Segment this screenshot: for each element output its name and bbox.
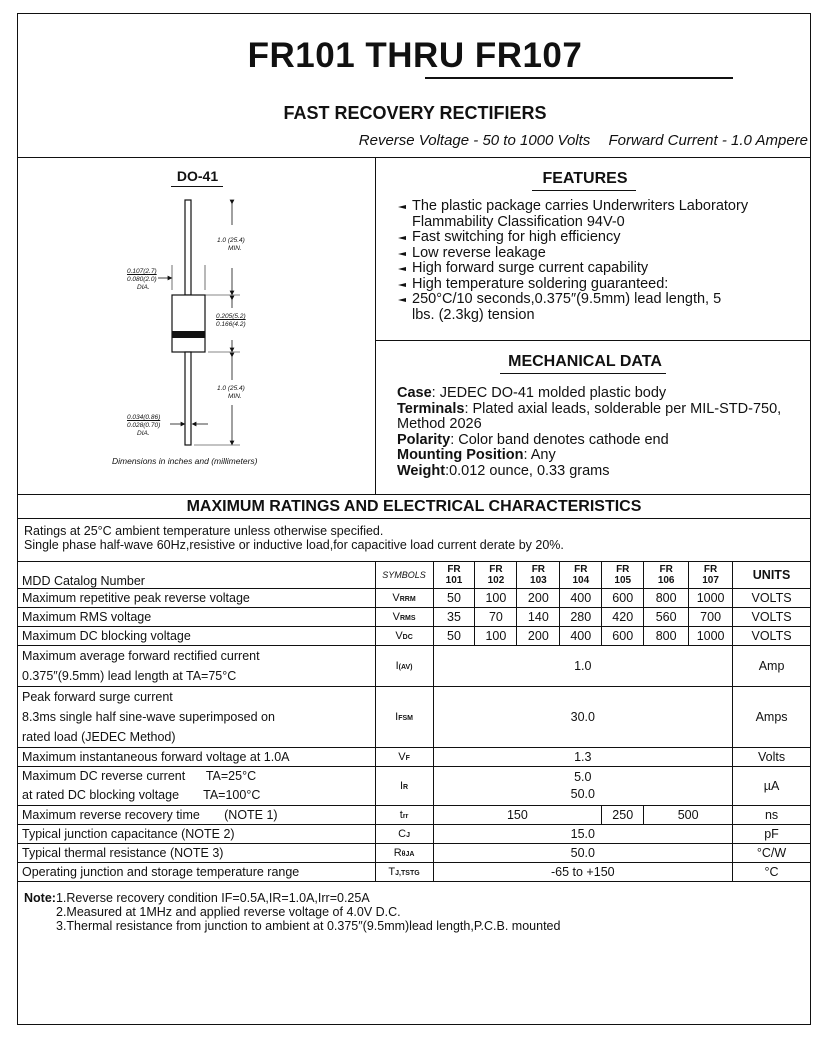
table-row: Typical junction capacitance (NOTE 2) CJ 15.0 pF: [18, 825, 811, 844]
ratings-title: MAXIMUM RATINGS AND ELECTRICAL CHARACTERISTICS: [186, 498, 642, 515]
body-diameter-label: 0.107(2.7) 0.080(2.0) DIA.: [127, 268, 157, 291]
lead-diameter-label: 0.034(0.86) 0.028(0.70) DIA.: [127, 414, 161, 437]
features-list: [397, 199, 817, 323]
body-length-label: 0.205(5.2) 0.166(4.2): [216, 313, 246, 328]
bottom-lead-length-label: 1.0 (25.4) MIN.: [217, 385, 245, 400]
feature-item: High forward surge current capability: [397, 261, 817, 277]
part-header: FR 103: [517, 562, 560, 589]
table-row: Peak forward surge current 8.3ms single half sine-wave superimposed on rated load (JEDEC Method) IFSM 30.0 Amps: [18, 687, 811, 748]
mech-terminals: Terminals: Plated axial leads, solderable per MIL-STD-750, Method 2026: [397, 400, 782, 432]
mech-weight: Weight:0.012 ounce, 0.33 grams: [397, 462, 610, 479]
package-title-underline: [171, 186, 223, 187]
table-row: Maximum reverse recovery time (NOTE 1) trr 150 250 500 ns: [18, 806, 811, 825]
mech-case: Case: JEDEC DO-41 molded plastic body: [397, 385, 667, 401]
table-row: Operating junction and storage temperature range TJ,TSTG -65 to +150 °C: [18, 863, 811, 882]
forward-current-summary: Forward Current - 1.0 Ampere: [608, 132, 808, 149]
table-row: Maximum RMS voltage VRMS 35 70 140 280 420 560 700 VOLTS: [18, 608, 811, 627]
title-underline: [425, 77, 733, 79]
footnotes: Note:1.Reverse recovery condition IF=0.5A,IR=1.0A,Irr=0.25A 2.Measured at 1MHz and applied reverse voltage of 4.0V D.C. 3.Thermal resistance from junction to ambient at 0.375″(9.5mm)lead length,P.C.B. mounted: [24, 891, 561, 933]
package-title: DO-41: [176, 168, 219, 184]
part-header: FR 107: [689, 562, 733, 589]
divider-ratings-title: [17, 518, 811, 519]
feature-item: 250°C/10 seconds,0.375″(9.5mm) lead length, 5 lbs. (2.3kg) tension: [397, 292, 742, 323]
part-header: FR 106: [644, 562, 689, 589]
dimensions-note: Dimensions in inches and (millimeters): [112, 456, 258, 466]
mechanical-title-underline: [500, 373, 666, 374]
rating-summary: [345, 132, 808, 149]
divider-ratings-top: [17, 494, 811, 495]
table-row: Maximum DC blocking voltage VDC 50 100 200 400 600 800 1000 VOLTS: [18, 627, 811, 646]
units-header: UNITS: [733, 562, 811, 589]
feature-item: Low reverse leakage: [397, 246, 817, 262]
feature-item: The plastic package carries Underwriters Laboratory Flammability Classification 94V-0: [397, 199, 817, 230]
symbols-header: SYMBOLS: [375, 562, 433, 589]
features-title: FEATURES: [542, 170, 628, 187]
features-title-underline: [532, 190, 636, 191]
feature-item: Fast switching for high efficiency: [397, 230, 817, 246]
table-row: Typical thermal resistance (NOTE 3) RθJA 50.0 °C/W: [18, 844, 811, 863]
table-row: Maximum repetitive peak reverse voltage VRRM 50 100 200 400 600 800 1000 VOLTS: [18, 589, 811, 608]
divider-features: [375, 340, 811, 341]
divider-header: [17, 157, 811, 158]
table-row: Maximum instantaneous forward voltage at 1.0A VF 1.3 Volts: [18, 748, 811, 767]
mechanical-title: MECHANICAL DATA: [508, 353, 662, 370]
catalog-header: MDD Catalog Number: [18, 562, 376, 589]
table-header-row: [18, 562, 811, 589]
table-row: Maximum DC reverse current TA=25°C at rated DC blocking voltage TA=100°C IR 5.0 50.0 µA: [18, 767, 811, 806]
part-header: FR 104: [560, 562, 602, 589]
page-subtitle: FAST RECOVERY RECTIFIERS: [283, 103, 547, 123]
reverse-voltage-summary: Reverse Voltage - 50 to 1000 Volts: [358, 132, 591, 149]
mechanical-data: [397, 386, 817, 479]
ratings-table: [17, 561, 811, 882]
table-row: Maximum average forward rectified current 0.375″(9.5mm) lead length at TA=75°C I(AV) 1.0 Amp: [18, 646, 811, 687]
ratings-conditions: Ratings at 25°C ambient temperature unless otherwise specified. Single phase half-wave 60Hz,resistive or inductive load,for capacitive load current derate by 20%.: [24, 524, 564, 552]
mech-polarity: Polarity: Color band denotes cathode end: [397, 431, 669, 448]
top-lead-length-label: 1.0 (25.4) MIN.: [217, 237, 245, 252]
divider-vertical: [375, 157, 376, 494]
part-header: FR 105: [602, 562, 644, 589]
part-header: FR 101: [433, 562, 475, 589]
part-header: FR 102: [475, 562, 517, 589]
feature-item: High temperature soldering guaranteed:: [397, 277, 817, 293]
page-title: FR101 THRU FR107: [247, 36, 583, 75]
mech-mounting: Mounting Position: Any: [397, 447, 556, 463]
